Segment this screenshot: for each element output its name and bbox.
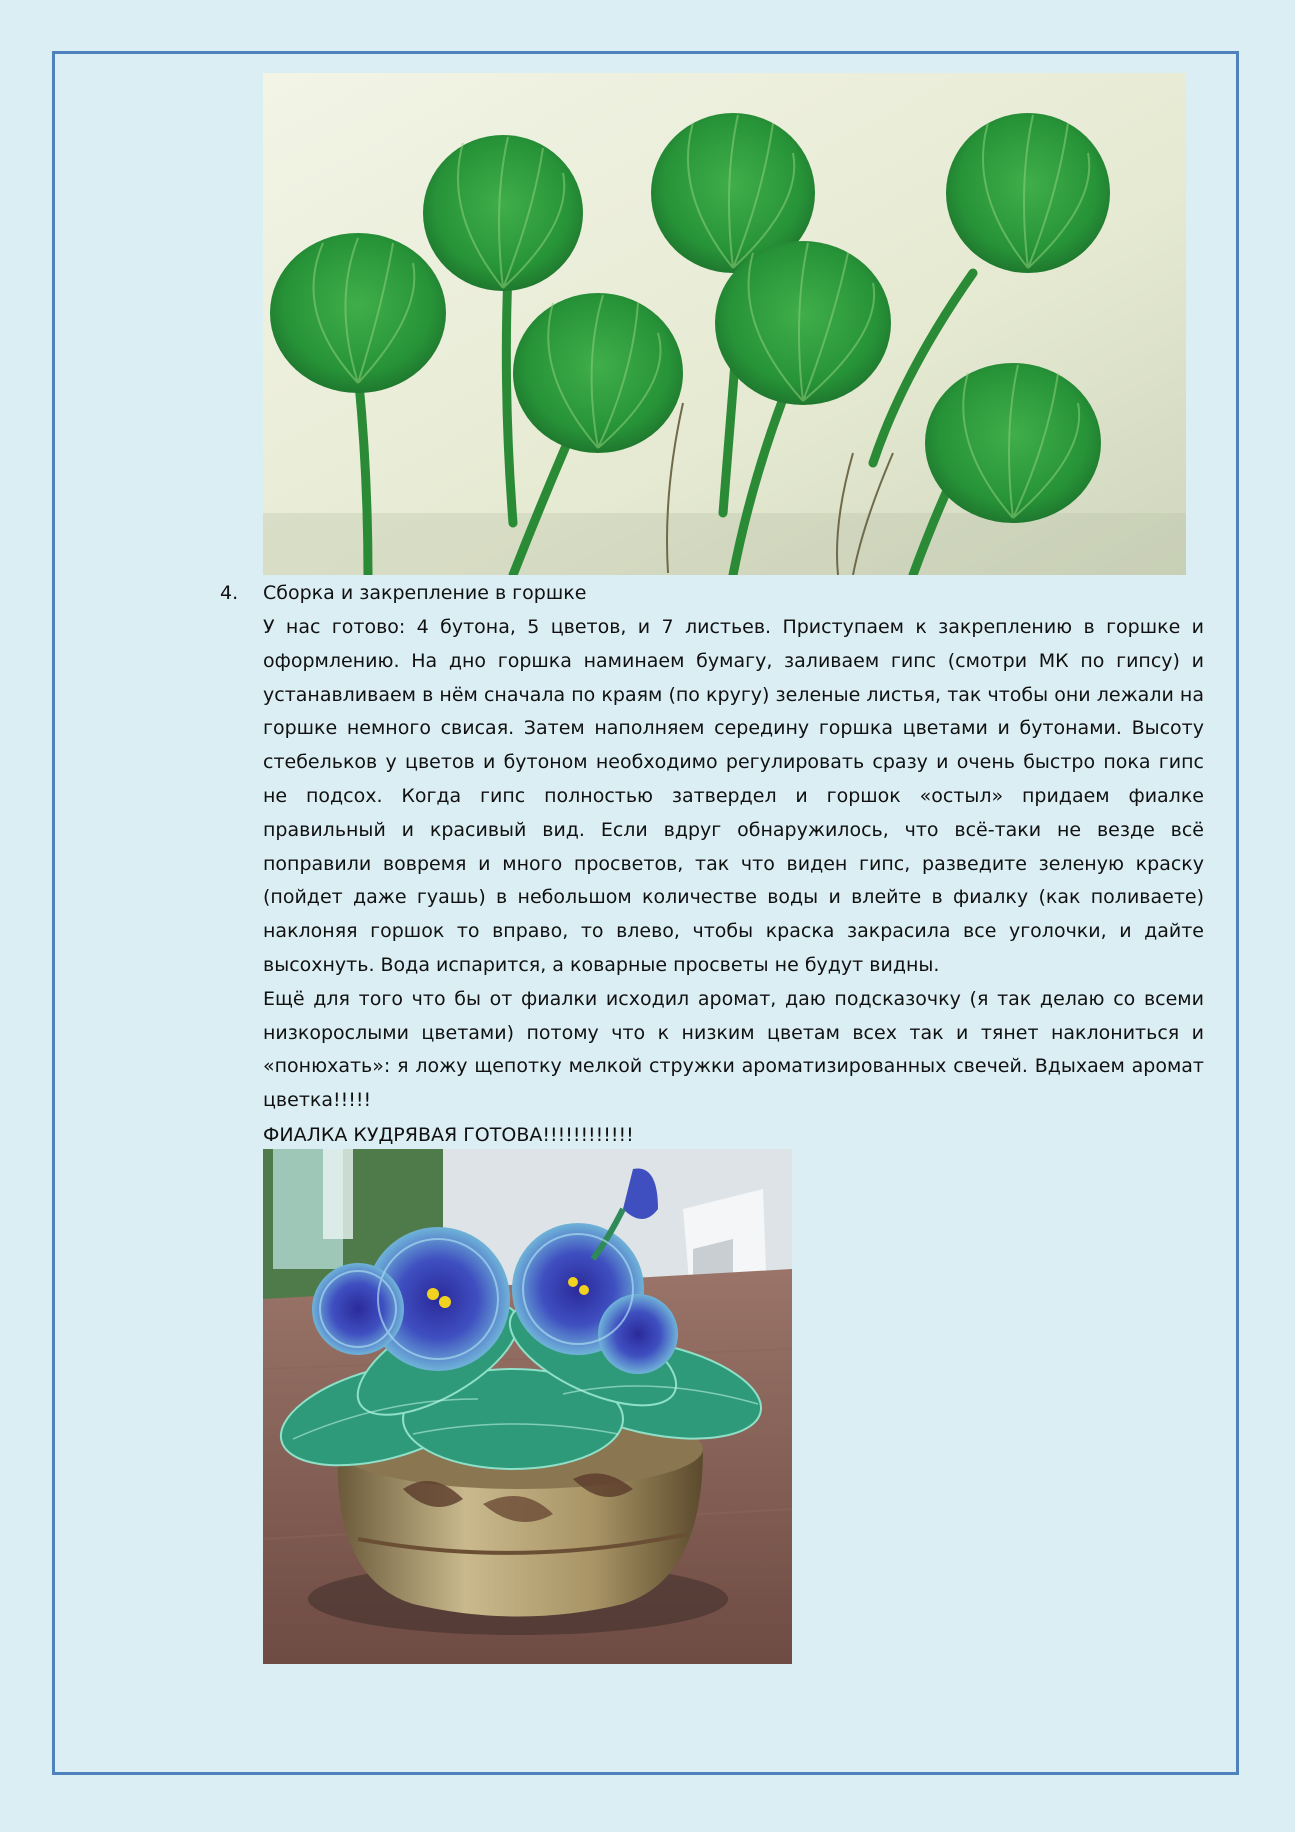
body-paragraph-assembly: У нас готово: 4 бутона, 5 цветов, и 7 листьев. Приступаем к закреплению в горшке и оформлению. На дно горшка наминаем бумагу, заливаем гипс (смотри МК по гипсу) и устанавливаем в нём сначала по краям (по кругу) зеленые листья, так чтобы они лежали на горшке немного свисая. Затем наполняем середину горшка цветами и бутонами. Высоту стебельков у цветов и бутоном необходимо регулировать сразу и очень быстро пока гипс не подсох. Когда гипс полностью затвердел и горшок «остыл» придаем фиалке правильный и красивый вид. Если вдруг обнаружилось, что всё-таки не везде всё поправили вовремя и много просветов, так что виден гипс, разведите зеленую краску (пойдет даже гуашь) в небольшом количестве воды и влейте в фиалку (как поливаете) наклоняя горшок то вправо, то влево, чтобы краска закрасила все уголочки, и дайте высохнуть. Вода испарится, а коварные просветы не будут видны. xyxy=(263,616,1204,976)
assembly-section xyxy=(220,576,1204,1152)
section-body xyxy=(263,611,1204,1152)
beaded-leaves-photo xyxy=(263,73,1186,575)
body-paragraph-aroma: Ещё для того что бы от фиалки исходил аромат, даю подсказочку (я так делаю со всеми низкорослыми цветами) потому что к низким цветам всех так и тянет наклониться и «понюхать»: я ложу щепотку мелкой стружки ароматизированных свечей. Вдыхаем аромат цветка!!!!! xyxy=(263,987,1204,1112)
finished-violet-photo xyxy=(263,1149,792,1664)
section-title: Сборка и закрепление в горшке xyxy=(263,582,587,604)
result-line: ФИАЛКА КУДРЯВАЯ ГОТОВА!!!!!!!!!!!! xyxy=(263,1123,634,1146)
list-number: 4. xyxy=(220,582,239,604)
numbered-heading xyxy=(220,576,1204,611)
